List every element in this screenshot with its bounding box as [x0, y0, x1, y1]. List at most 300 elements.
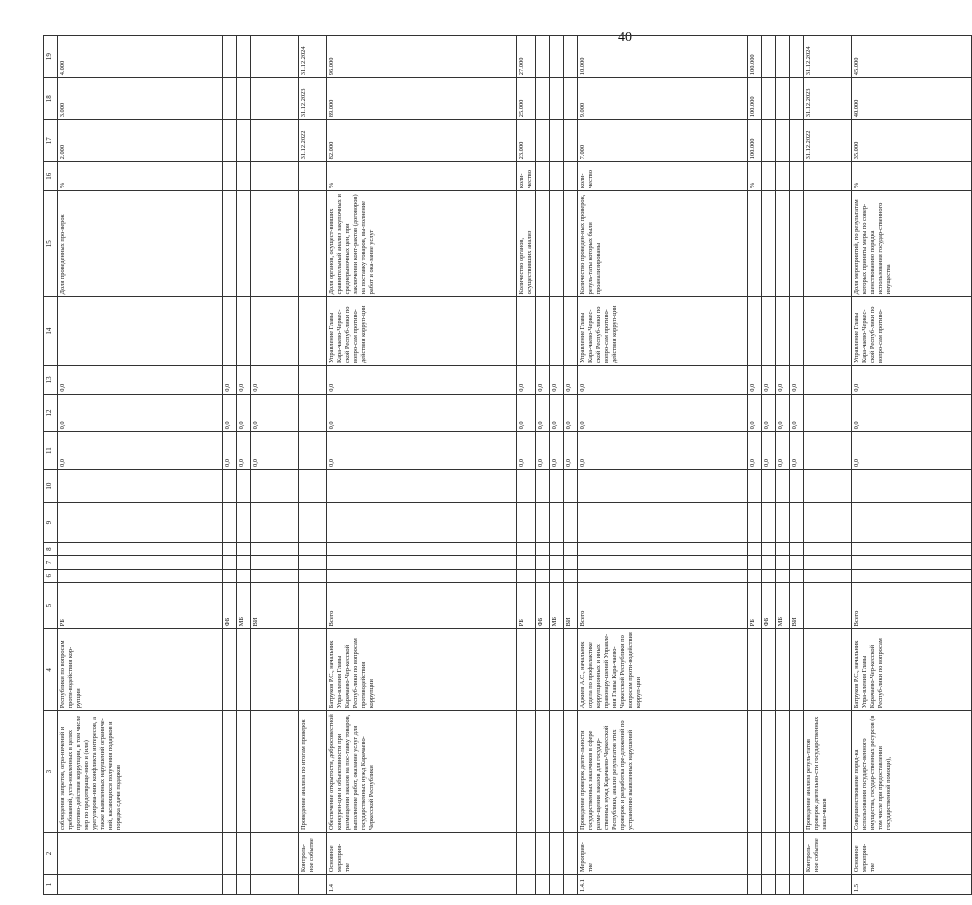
- table-cell: 0,0: [762, 394, 776, 432]
- column-header: 15: [44, 191, 58, 297]
- table-cell: [536, 469, 550, 502]
- table-cell: [237, 469, 251, 502]
- table-cell: [762, 297, 776, 366]
- table-cell: [517, 875, 536, 895]
- column-header: 8: [44, 543, 58, 556]
- table-cell: Количество проведен-ных проверок, резуль-таты которых были проанализированы: [578, 191, 748, 297]
- table-cell: [790, 503, 804, 543]
- table-cell: [748, 833, 762, 875]
- table-cell: [223, 503, 237, 543]
- table-cell: 0,0: [58, 394, 223, 432]
- table-cell: [804, 432, 852, 470]
- table-cell: 0,0: [776, 432, 790, 470]
- table-cell: 0,0: [550, 365, 564, 394]
- table-cell: 96.000: [327, 36, 517, 78]
- table-cell: [762, 629, 776, 711]
- table-cell: ВИ: [564, 582, 578, 628]
- table-cell: [748, 191, 762, 297]
- table-cell: 0,0: [776, 394, 790, 432]
- table-cell: [223, 833, 237, 875]
- table-row: [237, 36, 251, 895]
- column-header: 2: [44, 833, 58, 875]
- table-cell: [299, 582, 327, 628]
- table-cell: [550, 120, 564, 162]
- table-cell: [536, 569, 550, 582]
- table-cell: [223, 556, 237, 569]
- table-cell: [536, 503, 550, 543]
- table-cell: 0,0: [564, 432, 578, 470]
- column-header: 14: [44, 297, 58, 366]
- table-cell: 0,0: [517, 432, 536, 470]
- table-cell: 100.000: [748, 36, 762, 78]
- table-cell: 0,0: [237, 365, 251, 394]
- table-cell: [223, 297, 237, 366]
- table-cell: [790, 78, 804, 120]
- table-row: [58, 36, 223, 895]
- table-cell: %: [852, 162, 972, 191]
- table-row: [550, 36, 564, 895]
- table-cell: [517, 556, 536, 569]
- table-cell: ФБ: [536, 582, 550, 628]
- table-cell: 0,0: [790, 432, 804, 470]
- table-cell: [251, 297, 299, 366]
- table-cell: [251, 629, 299, 711]
- table-cell: [762, 78, 776, 120]
- table-cell: [58, 543, 223, 556]
- table-cell: [223, 711, 237, 833]
- table-cell: [550, 569, 564, 582]
- table-cell: [804, 191, 852, 297]
- table-row: [299, 36, 327, 895]
- table-cell: [550, 503, 564, 543]
- table-cell: [564, 629, 578, 711]
- table-cell: [517, 297, 536, 366]
- table-cell: [776, 629, 790, 711]
- table-cell: Проведение анализа по итогам проверок: [299, 711, 327, 833]
- table-cell: [251, 120, 299, 162]
- table-cell: [536, 297, 550, 366]
- table-cell: [237, 503, 251, 543]
- table-cell: [237, 36, 251, 78]
- table-cell: ФБ: [223, 582, 237, 628]
- table-cell: 0,0: [237, 394, 251, 432]
- page-number: 40: [618, 30, 632, 45]
- table-cell: [299, 469, 327, 502]
- table-cell: 0,0: [536, 394, 550, 432]
- table-cell: РБ: [58, 582, 223, 628]
- table-cell: [517, 711, 536, 833]
- table-cell: 10.000: [578, 36, 748, 78]
- column-header: 7: [44, 556, 58, 569]
- column-header: 10: [44, 469, 58, 502]
- table-cell: [762, 875, 776, 895]
- table-cell: [223, 629, 237, 711]
- table-cell: 0,0: [517, 394, 536, 432]
- table-cell: 0,0: [58, 432, 223, 470]
- table-row: [536, 36, 550, 895]
- table-cell: [790, 875, 804, 895]
- table-cell: [776, 875, 790, 895]
- table-cell: [251, 556, 299, 569]
- table-cell: [564, 503, 578, 543]
- table-cell: [550, 191, 564, 297]
- column-header: 1: [44, 875, 58, 895]
- table-cell: [550, 162, 564, 191]
- table-cell: [237, 569, 251, 582]
- column-header: 9: [44, 503, 58, 543]
- table-cell: [564, 569, 578, 582]
- table-cell: %: [748, 162, 762, 191]
- table-cell: 31.12.2023: [804, 78, 852, 120]
- table-cell: 23.000: [517, 120, 536, 162]
- table-cell: 0,0: [223, 394, 237, 432]
- table-cell: 0,0: [748, 365, 762, 394]
- table-cell: [790, 543, 804, 556]
- table-cell: Всего: [578, 582, 748, 628]
- table-cell: [536, 78, 550, 120]
- table-cell: Доля органов, осущест-вивших сравнительный анализ закупочных и среднерыночных цен, при заключении конт-рактов (договоров) на поставку товаров, вы-полнение работ и ока-зание услуг: [327, 191, 517, 297]
- table-cell: [762, 191, 776, 297]
- table-cell: [762, 503, 776, 543]
- table-cell: [776, 833, 790, 875]
- table-cell: [776, 162, 790, 191]
- table-cell: 0,0: [852, 365, 972, 394]
- table-cell: 45.000: [852, 36, 972, 78]
- table-cell: 0,0: [762, 365, 776, 394]
- table-cell: [776, 503, 790, 543]
- table-cell: [804, 582, 852, 628]
- table-cell: [299, 543, 327, 556]
- table-cell: [748, 569, 762, 582]
- table-cell: [790, 469, 804, 502]
- table-cell: [564, 162, 578, 191]
- table-cell: 0,0: [790, 365, 804, 394]
- table-cell: %: [327, 162, 517, 191]
- table-row: [223, 36, 237, 895]
- table-cell: [223, 162, 237, 191]
- table-cell: 7.000: [578, 120, 748, 162]
- table-cell: [790, 629, 804, 711]
- table-cell: [762, 120, 776, 162]
- table-cell: [748, 556, 762, 569]
- table-cell: [564, 469, 578, 502]
- table-cell: [327, 469, 517, 502]
- table-cell: [550, 833, 564, 875]
- table-cell: 0,0: [536, 432, 550, 470]
- table-cell: 0,0: [852, 432, 972, 470]
- table-cell: [790, 556, 804, 569]
- table-cell: [804, 875, 852, 895]
- table-cell: 31.12.2022: [299, 120, 327, 162]
- column-header: 17: [44, 120, 58, 162]
- table-cell: [251, 543, 299, 556]
- table-cell: 0,0: [327, 394, 517, 432]
- table-cell: [804, 162, 852, 191]
- table-cell: [762, 556, 776, 569]
- table-cell: [550, 78, 564, 120]
- table-cell: [237, 556, 251, 569]
- table-cell: [748, 875, 762, 895]
- table-cell: [299, 629, 327, 711]
- table-cell: [790, 191, 804, 297]
- column-header: 12: [44, 394, 58, 432]
- table-cell: [564, 78, 578, 120]
- table-cell: Аджиев А.С., начальник отдела по профилактике коррупционных и иных правонару-шений Управле-ния Главы Кара-чаево-Черкесской Республики по вопросам проти-водействия корруп-ции: [578, 629, 748, 711]
- table-cell: [237, 297, 251, 366]
- table-cell: Доля проведенных про-верок: [58, 191, 223, 297]
- table-cell: [578, 556, 748, 569]
- table-cell: [550, 36, 564, 78]
- table-cell: 31.12.2024: [299, 36, 327, 78]
- table-cell: 1.5: [852, 875, 972, 895]
- table-cell: [536, 875, 550, 895]
- table-cell: 0,0: [517, 365, 536, 394]
- table-cell: Управление Главы Кара-чаево-Черкес-ской Респуб-лики по вопро-сам противо-действия корруп-ции: [327, 297, 517, 366]
- table-cell: МБ: [237, 582, 251, 628]
- table-cell: [564, 875, 578, 895]
- table-cell: [223, 469, 237, 502]
- table-cell: [299, 297, 327, 366]
- table-cell: [536, 191, 550, 297]
- table-cell: [564, 711, 578, 833]
- table-cell: Основное мероприя-тие: [327, 833, 517, 875]
- table-cell: %: [58, 162, 223, 191]
- table-cell: [748, 711, 762, 833]
- table-cell: [58, 503, 223, 543]
- table-cell: [564, 36, 578, 78]
- table-cell: [223, 120, 237, 162]
- table-cell: [550, 469, 564, 502]
- table-cell: [299, 365, 327, 394]
- table-cell: [578, 503, 748, 543]
- column-header: 3: [44, 711, 58, 833]
- table-cell: [564, 543, 578, 556]
- table-cell: [748, 503, 762, 543]
- table-cell: [223, 78, 237, 120]
- table-cell: 0,0: [58, 365, 223, 394]
- table-cell: [223, 36, 237, 78]
- table-cell: 0,0: [251, 365, 299, 394]
- table-cell: 0,0: [748, 432, 762, 470]
- table-cell: [299, 162, 327, 191]
- table-cell: [237, 833, 251, 875]
- table-cell: [790, 36, 804, 78]
- table-cell: коли-чество: [517, 162, 536, 191]
- table-cell: [776, 191, 790, 297]
- column-header: 5: [44, 582, 58, 628]
- table-cell: [790, 711, 804, 833]
- table-cell: 0,0: [578, 394, 748, 432]
- table-cell: [790, 569, 804, 582]
- table-cell: 0,0: [251, 432, 299, 470]
- table-cell: РБ: [748, 582, 762, 628]
- table-row: [564, 36, 578, 895]
- header-row: [44, 36, 58, 895]
- table-cell: [762, 569, 776, 582]
- table-cell: [748, 543, 762, 556]
- table-cell: [251, 469, 299, 502]
- table-cell: [237, 629, 251, 711]
- table-cell: 0,0: [776, 365, 790, 394]
- table-cell: [804, 629, 852, 711]
- table-cell: Мероприя-тие: [578, 833, 748, 875]
- table-cell: Республики по вопросам проти-водействия кор-рупции: [58, 629, 223, 711]
- column-header: 13: [44, 365, 58, 394]
- table-cell: [550, 543, 564, 556]
- table-cell: [299, 556, 327, 569]
- table-cell: 0,0: [550, 394, 564, 432]
- table-cell: [550, 875, 564, 895]
- table-cell: [299, 569, 327, 582]
- table-cell: МБ: [550, 582, 564, 628]
- table-cell: 31.12.2024: [804, 36, 852, 78]
- table-cell: [762, 162, 776, 191]
- table-cell: [748, 469, 762, 502]
- table-cell: [517, 543, 536, 556]
- table-cell: 0,0: [223, 432, 237, 470]
- table-cell: [762, 469, 776, 502]
- table-cell: 40.000: [852, 78, 972, 120]
- table-cell: [790, 833, 804, 875]
- table-cell: [550, 711, 564, 833]
- table-cell: [536, 36, 550, 78]
- table-row: [804, 36, 852, 895]
- column-header: 18: [44, 78, 58, 120]
- table-cell: [852, 556, 972, 569]
- table-cell: 89.000: [327, 78, 517, 120]
- table-cell: [58, 875, 223, 895]
- table-cell: 0,0: [748, 394, 762, 432]
- table-row: [578, 36, 748, 895]
- table-cell: 2.000: [58, 120, 223, 162]
- table-cell: Контроль-ное событие: [804, 833, 852, 875]
- table-cell: соблюдения запретов, огра-ничений и требований, уста-новленных в целях противо-действия коррупции, в том числе мер по предотвраще-нию и (или) урегулирова-нию конфликта интересов, а также выявленных нарушений ограниче-ний, касающихся получения подарков и порядка сдачи подарков: [58, 711, 223, 833]
- table-cell: [804, 569, 852, 582]
- table-cell: Батруков Р.С., начальник Упра-вления Главы Карачаево-Чер-кесской Респуб-лики по вопросам противодействия коррупции: [327, 629, 517, 711]
- table-cell: [564, 120, 578, 162]
- table-cell: [804, 543, 852, 556]
- table-cell: [804, 503, 852, 543]
- table-cell: 31.12.2023: [299, 78, 327, 120]
- table-cell: 0,0: [550, 432, 564, 470]
- table-wrapper: [43, 35, 892, 895]
- table-cell: [804, 556, 852, 569]
- table-cell: [536, 120, 550, 162]
- table-cell: [804, 394, 852, 432]
- table-row: [852, 36, 972, 895]
- table-cell: [564, 297, 578, 366]
- table-cell: [564, 833, 578, 875]
- table-cell: [327, 556, 517, 569]
- table-cell: [299, 191, 327, 297]
- column-header: 16: [44, 162, 58, 191]
- rotated-page: [43, 35, 892, 895]
- table-cell: коли-чество: [578, 162, 748, 191]
- table-cell: [237, 162, 251, 191]
- table-cell: 0,0: [251, 394, 299, 432]
- table-cell: Батруков Р.С., начальник Упра-вления Главы Карачаево-Чер-кесской Респуб-лики по вопросам: [852, 629, 972, 711]
- table-cell: [237, 120, 251, 162]
- table-cell: [790, 297, 804, 366]
- table-cell: 100.000: [748, 78, 762, 120]
- table-cell: 3.000: [58, 78, 223, 120]
- table-row: [790, 36, 804, 895]
- table-cell: [804, 297, 852, 366]
- table-cell: [536, 629, 550, 711]
- column-header: 11: [44, 432, 58, 470]
- table-cell: [327, 503, 517, 543]
- table-cell: МБ: [776, 582, 790, 628]
- table-cell: [762, 36, 776, 78]
- table-cell: Доля мероприятий, по результатам которых приняты меры по совер-шенствованию порядка использования государ-ственного имущества: [852, 191, 972, 297]
- table-cell: [517, 569, 536, 582]
- table-cell: [299, 394, 327, 432]
- table-cell: 0,0: [578, 365, 748, 394]
- table-cell: [748, 297, 762, 366]
- table-cell: [762, 711, 776, 833]
- table-cell: 0,0: [578, 432, 748, 470]
- table-cell: [58, 569, 223, 582]
- table-cell: [776, 569, 790, 582]
- table-cell: 27.000: [517, 36, 536, 78]
- table-cell: 0,0: [223, 365, 237, 394]
- table-cell: [251, 503, 299, 543]
- table-cell: [237, 711, 251, 833]
- table-cell: 1.4.1: [578, 875, 748, 895]
- table-cell: [748, 629, 762, 711]
- table-cell: [564, 556, 578, 569]
- table-cell: Проведение анализа резуль-татов проверок деятельно-сти государственных заказ-чиков: [804, 711, 852, 833]
- table-cell: [251, 569, 299, 582]
- table-cell: [517, 503, 536, 543]
- table-cell: [852, 569, 972, 582]
- table-cell: [251, 875, 299, 895]
- table-cell: [251, 711, 299, 833]
- table-cell: 0,0: [237, 432, 251, 470]
- table-cell: [251, 162, 299, 191]
- table-cell: [578, 543, 748, 556]
- table-cell: [223, 875, 237, 895]
- table-cell: ВИ: [251, 582, 299, 628]
- table-cell: 0,0: [536, 365, 550, 394]
- table-cell: Всего: [327, 582, 517, 628]
- column-header: 19: [44, 36, 58, 78]
- table-cell: [852, 469, 972, 502]
- table-cell: 0,0: [564, 394, 578, 432]
- table-cell: [776, 469, 790, 502]
- table-row: [251, 36, 299, 895]
- table-cell: [517, 629, 536, 711]
- table-cell: [327, 569, 517, 582]
- table-cell: 0,0: [327, 432, 517, 470]
- table-cell: Обеспечение открытости, добросовестной конкурен-ции и объективности при размещении заказов на пос-тавку товаров, выполнение работ, оказание услуг для государственных нужд Карачаево-Черкесской Республики: [327, 711, 517, 833]
- table-cell: [251, 78, 299, 120]
- table-cell: [299, 432, 327, 470]
- table-cell: [237, 543, 251, 556]
- column-header: 6: [44, 569, 58, 582]
- table-cell: Контроль-ное событие: [299, 833, 327, 875]
- table-cell: 0,0: [564, 365, 578, 394]
- table-cell: 9.000: [578, 78, 748, 120]
- table-cell: [776, 78, 790, 120]
- table-cell: Управление Главы Кара-чаево-Черкес-ской Респуб-лики по вопро-сам противо-действия корруп-ции: [578, 297, 748, 366]
- table-cell: [536, 711, 550, 833]
- table-cell: [517, 833, 536, 875]
- table-cell: [776, 543, 790, 556]
- table-row: [762, 36, 776, 895]
- table-row: [327, 36, 517, 895]
- table-cell: [790, 162, 804, 191]
